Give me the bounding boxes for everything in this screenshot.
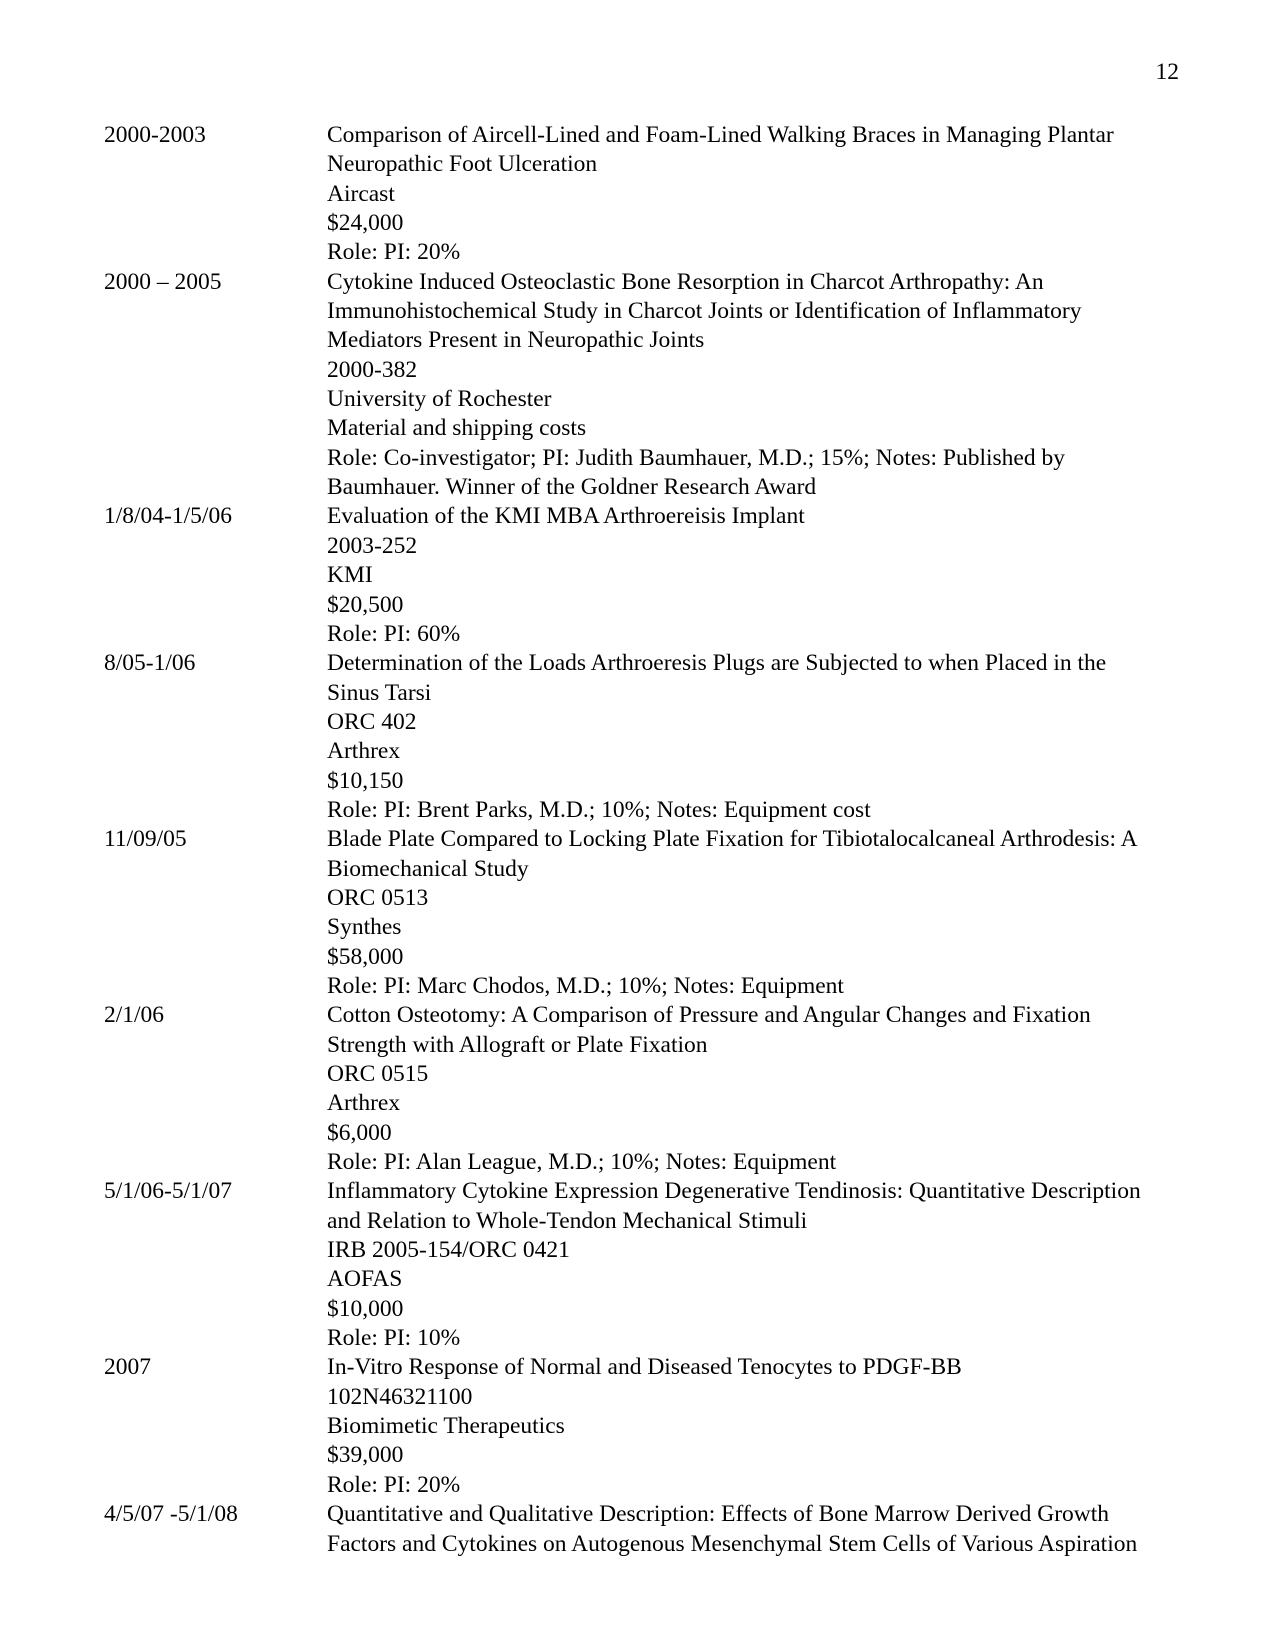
grant-role: Role: PI: 20% [327,1471,461,1498]
grant-number: ORC 402 [327,708,417,735]
grant-entry [104,268,1204,503]
grant-details [327,1177,1204,1353]
grant-title-line: In-Vitro Response of Normal and Diseased Tenocytes to PDGF-BB [327,1354,962,1381]
grant-sponsor: Arthrex [327,738,401,765]
grant-title-line: Blade Plate Compared to Locking Plate Fixation for Tibiotalocalcaneal Arthrodesis: A [327,826,1138,853]
grant-amount: $6,000 [327,1119,392,1146]
grant-title-line: Strength with Allograft or Plate Fixation [327,1031,708,1058]
grant-title-line: Cytokine Induced Osteoclastic Bone Resorption in Charcot Arthropathy: An [327,268,1044,295]
grant-sponsor: Synthes [327,914,402,941]
grant-entry [104,825,1204,1001]
grant-amount: $24,000 [327,210,404,237]
grant-amount: $39,000 [327,1442,404,1469]
grant-role: Role: Co-investigator; PI: Judith Baumhauer, M.D.; 15%; Notes: Published by [327,444,1065,471]
grant-details [327,1353,1204,1500]
grant-role: Role: PI: Marc Chodos, M.D.; 10%; Notes: Equipment [327,972,844,999]
grant-title-line: Mediators Present in Neuropathic Joints [327,327,705,354]
grant-date: 2007 [104,1354,151,1381]
grant-date: 1/8/04-1/5/06 [104,503,232,530]
grant-title-line: Sinus Tarsi [327,679,432,706]
grant-title-line: Determination of the Loads Arthroeresis Plugs are Subjected to when Placed in the [327,650,1107,677]
grant-title-line: Neuropathic Foot Ulceration [327,151,598,178]
grant-entry [104,121,1204,268]
grant-amount: $58,000 [327,943,404,970]
grant-amount: $20,500 [327,591,404,618]
grant-title-line: Biomechanical Study [327,855,529,882]
grant-entry [104,1001,1204,1177]
grant-entry [104,649,1204,825]
grant-date: 2000 – 2005 [104,268,222,295]
grant-sponsor: University of Rochester [327,386,552,413]
grant-entry [104,1500,1204,1559]
grant-title-line: and Relation to Whole-Tendon Mechanical Stimuli [327,1207,808,1234]
grant-entry [104,1353,1204,1500]
grant-details [327,649,1204,825]
grant-role: Role: PI: 10% [327,1325,461,1352]
grant-sponsor: Aircast [327,180,395,207]
grant-role: Role: PI: Alan League, M.D.; 10%; Notes: Equipment [327,1149,837,1176]
grant-details [327,121,1204,268]
grant-details [327,268,1204,503]
grant-date: 2/1/06 [104,1002,165,1029]
grant-title-line: Immunohistochemical Study in Charcot Joints or Identification of Inflammatory [327,298,1082,325]
grant-title-line: Cotton Osteotomy: A Comparison of Pressure and Angular Changes and Fixation [327,1002,1091,1029]
grant-role: Role: PI: 60% [327,620,461,647]
grant-number: 102N46321100 [327,1383,473,1410]
grant-date: 5/1/06-5/1/07 [104,1178,232,1205]
grant-details [327,1001,1204,1177]
grant-amount: $10,150 [327,767,404,794]
grant-role: Baumhauer. Winner of the Goldner Research Award [327,474,817,501]
grant-date: 8/05-1/06 [104,650,196,677]
grant-details [327,825,1204,1001]
grant-details [327,1500,1204,1559]
grant-title-line: Comparison of Aircell-Lined and Foam-Lined Walking Braces in Managing Plantar [327,122,1114,148]
grant-entry [104,1177,1204,1353]
grant-role: Role: PI: 20% [327,239,461,266]
grant-title-line: Evaluation of the KMI MBA Arthroereisis Implant [327,503,805,530]
grant-number: 2000-382 [327,356,418,383]
grant-sponsor: Biomimetic Therapeutics [327,1413,565,1440]
grant-title-line: Factors and Cytokines on Autogenous Mesenchymal Stem Cells of Various Aspiration [327,1530,1138,1557]
grant-list [104,121,1204,1559]
grant-date: 4/5/07 -5/1/08 [104,1501,238,1528]
grant-role: Role: PI: Brent Parks, M.D.; 10%; Notes: Equipment cost [327,796,871,823]
grant-title-line: Quantitative and Qualitative Description: Effects of Bone Marrow Derived Growth [327,1501,1110,1528]
grant-number: IRB 2005-154/ORC 0421 [327,1237,570,1264]
page-number: 12 [1155,59,1179,85]
grant-amount: $10,000 [327,1295,404,1322]
grant-entry [104,502,1204,649]
grant-title-line: Inflammatory Cytokine Expression Degenerative Tendinosis: Quantitative Description [327,1178,1141,1205]
grant-details [327,502,1204,649]
grant-sponsor: Arthrex [327,1090,401,1117]
grant-date: 11/09/05 [104,826,187,853]
grant-number: 2003-252 [327,532,418,559]
grant-date: 2000-2003 [104,122,206,148]
grant-sponsor: AOFAS [327,1266,403,1293]
grant-number: ORC 0513 [327,884,429,911]
grant-number: ORC 0515 [327,1061,429,1087]
grant-amount: Material and shipping costs [327,415,587,442]
grant-sponsor: KMI [327,562,373,589]
